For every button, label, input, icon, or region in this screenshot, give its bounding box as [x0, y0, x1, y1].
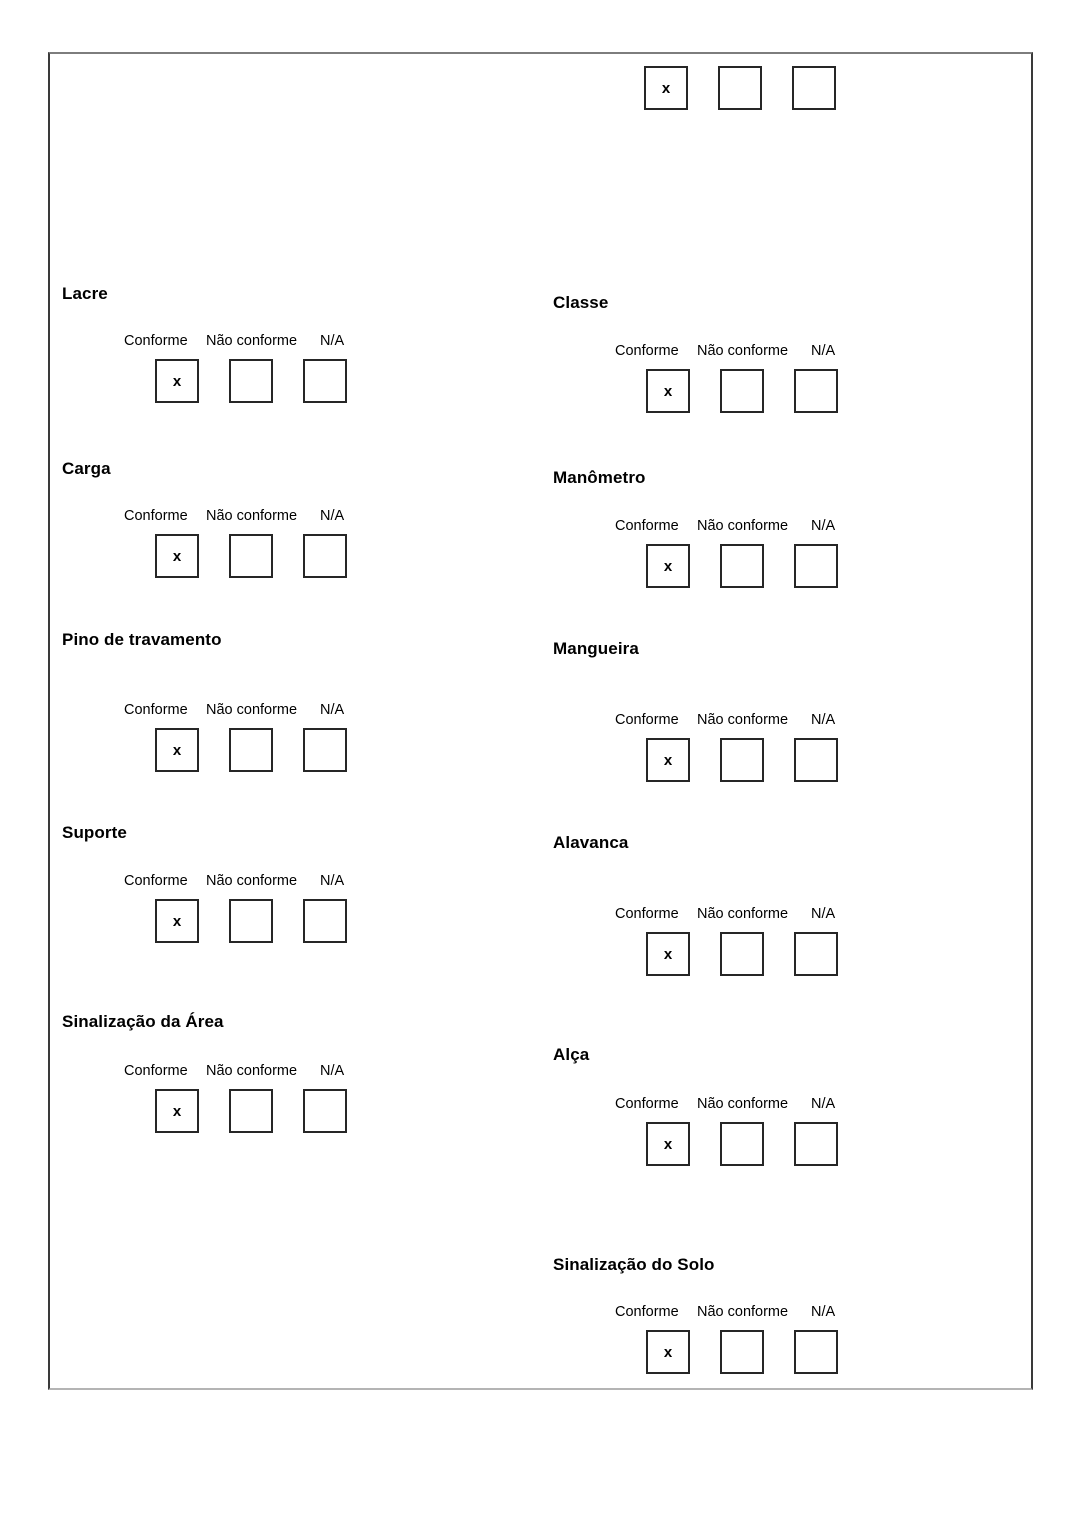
label-nao-conforme: Não conforme: [697, 906, 789, 922]
checkbox-nao-conforme[interactable]: [720, 1330, 764, 1374]
label-na: N/A: [811, 518, 836, 534]
check-mark-x: x: [663, 557, 673, 575]
check-mark-x: x: [172, 741, 182, 759]
check-mark-x: x: [663, 382, 673, 400]
section-alavanca: [553, 833, 628, 853]
checkbox-nao-conforme[interactable]: [229, 534, 273, 578]
section-suporte: [62, 823, 127, 843]
check-mark-x: x: [172, 372, 182, 390]
checkbox-conforme[interactable]: [646, 1122, 690, 1166]
section-pino-de-travamento: [62, 630, 222, 650]
checkbox-nao-conforme[interactable]: [229, 728, 273, 772]
checkbox-nao-conforme[interactable]: [720, 544, 764, 588]
label-conforme: Conforme: [615, 906, 679, 922]
checkbox-conforme[interactable]: [155, 899, 199, 943]
checkbox-na[interactable]: [794, 932, 838, 976]
label-conforme: Conforme: [124, 873, 188, 889]
checkbox-nao-conforme[interactable]: [720, 369, 764, 413]
label-conforme: Conforme: [124, 333, 188, 349]
section-title: Mangueira: [553, 639, 639, 658]
label-conforme: Conforme: [615, 1096, 679, 1112]
label-conforme: Conforme: [124, 1063, 188, 1079]
top-checkbox-row: [644, 66, 874, 112]
label-nao-conforme: Não conforme: [697, 712, 789, 728]
label-na: N/A: [811, 1096, 836, 1112]
checkbox-na[interactable]: [303, 728, 347, 772]
section-mangueira: [553, 639, 639, 659]
checkbox-na[interactable]: [794, 1330, 838, 1374]
label-nao-conforme: Não conforme: [206, 873, 298, 889]
label-nao-conforme: Não conforme: [697, 1096, 789, 1112]
label-nao-conforme: Não conforme: [206, 333, 298, 349]
checkbox-conforme[interactable]: [646, 932, 690, 976]
label-na: N/A: [811, 906, 836, 922]
section-carga: [62, 459, 111, 479]
label-conforme: Conforme: [615, 518, 679, 534]
section-alca: [553, 1045, 589, 1065]
label-na: N/A: [811, 343, 836, 359]
checkbox-conforme[interactable]: [155, 1089, 199, 1133]
check-mark-x: x: [663, 945, 673, 963]
label-nao-conforme: Não conforme: [697, 1304, 789, 1320]
label-nao-conforme: Não conforme: [697, 343, 789, 359]
label-conforme: Conforme: [615, 1304, 679, 1320]
checkbox-na[interactable]: [794, 544, 838, 588]
section-title: Lacre: [62, 284, 108, 303]
checkbox-na[interactable]: [303, 1089, 347, 1133]
checkbox-na[interactable]: [794, 1122, 838, 1166]
check-mark-x: x: [661, 79, 671, 97]
checkbox-na[interactable]: [303, 899, 347, 943]
section-title: Sinalização do Solo: [553, 1255, 715, 1274]
section-manometro: [553, 468, 646, 488]
section-classe: [553, 293, 608, 313]
section-title: Manômetro: [553, 468, 646, 487]
checkbox-na[interactable]: [792, 66, 836, 110]
checkbox-conforme[interactable]: [155, 728, 199, 772]
section-sinalizacao-do-solo: [553, 1255, 715, 1275]
checkbox-conforme[interactable]: [646, 369, 690, 413]
section-title: Pino de travamento: [62, 630, 222, 649]
section-title: Carga: [62, 459, 111, 478]
checkbox-conforme[interactable]: [646, 1330, 690, 1374]
check-mark-x: x: [663, 751, 673, 769]
checkbox-nao-conforme[interactable]: [718, 66, 762, 110]
checkbox-conforme[interactable]: [644, 66, 688, 110]
label-conforme: Conforme: [124, 702, 188, 718]
check-mark-x: x: [172, 912, 182, 930]
check-mark-x: x: [663, 1343, 673, 1361]
section-title: Suporte: [62, 823, 127, 842]
checkbox-conforme[interactable]: [646, 738, 690, 782]
checkbox-nao-conforme[interactable]: [229, 359, 273, 403]
checkbox-nao-conforme[interactable]: [720, 932, 764, 976]
label-na: N/A: [320, 508, 345, 524]
label-conforme: Conforme: [615, 343, 679, 359]
checkbox-nao-conforme[interactable]: [229, 1089, 273, 1133]
label-na: N/A: [320, 1063, 345, 1079]
section-lacre: [62, 284, 108, 304]
section-title: Sinalização da Área: [62, 1012, 224, 1031]
checkbox-na[interactable]: [303, 534, 347, 578]
label-nao-conforme: Não conforme: [697, 518, 789, 534]
checkbox-conforme[interactable]: [646, 544, 690, 588]
checkbox-nao-conforme[interactable]: [720, 1122, 764, 1166]
label-nao-conforme: Não conforme: [206, 1063, 298, 1079]
check-mark-x: x: [172, 547, 182, 565]
checkbox-na[interactable]: [794, 738, 838, 782]
label-conforme: Conforme: [124, 508, 188, 524]
section-title: Classe: [553, 293, 609, 312]
label-na: N/A: [320, 873, 345, 889]
checkbox-conforme[interactable]: [155, 359, 199, 403]
label-conforme: Conforme: [615, 712, 679, 728]
section-sinalizacao-da-area: [62, 1012, 224, 1032]
checkbox-nao-conforme[interactable]: [229, 899, 273, 943]
checkbox-nao-conforme[interactable]: [720, 738, 764, 782]
checkbox-conforme[interactable]: [155, 534, 199, 578]
label-na: N/A: [811, 712, 836, 728]
checkbox-na[interactable]: [303, 359, 347, 403]
label-na: N/A: [320, 702, 345, 718]
checkbox-na[interactable]: [794, 369, 838, 413]
label-na: N/A: [811, 1304, 836, 1320]
label-nao-conforme: Não conforme: [206, 702, 298, 718]
section-title: Alça: [553, 1045, 590, 1064]
check-mark-x: x: [172, 1102, 182, 1120]
check-mark-x: x: [663, 1135, 673, 1153]
label-nao-conforme: Não conforme: [206, 508, 298, 524]
section-title: Alavanca: [553, 833, 629, 852]
page-border-frame: [48, 52, 1033, 1390]
label-na: N/A: [320, 333, 345, 349]
